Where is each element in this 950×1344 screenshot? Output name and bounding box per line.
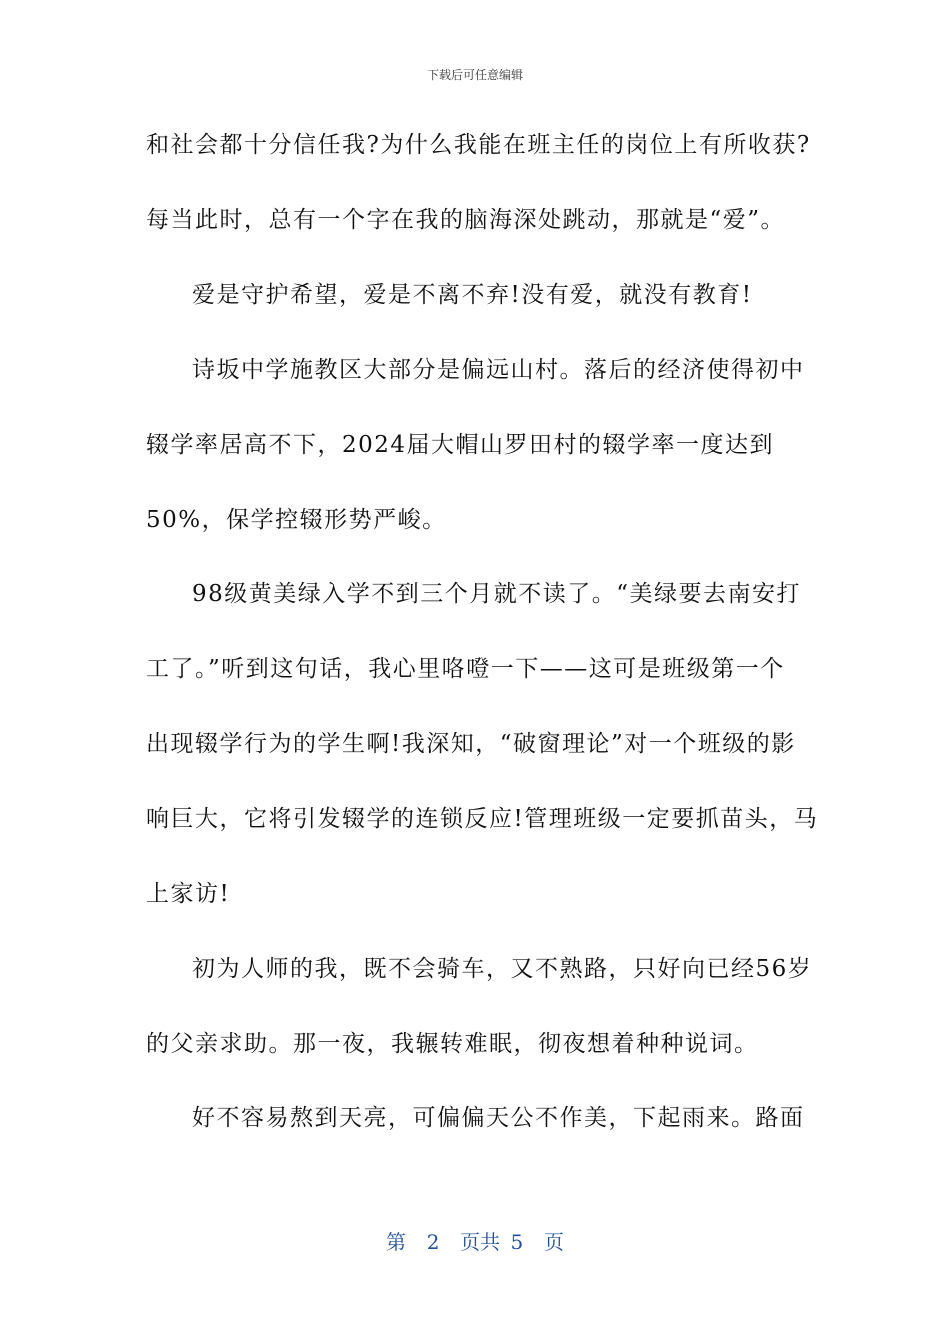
text-line: 诗坂中学施教区大部分是偏远山村。落后的经济使得初中: [192, 357, 805, 383]
text-line: 初为人师的我，既不会骑车，又不熟路，只好向已经56岁: [192, 956, 813, 982]
text-line: 好不容易熬到天亮，可偏偏天公不作美，下起雨来。路面: [192, 1105, 805, 1131]
page-number-label: 第 2 页共 5 页: [386, 1230, 564, 1254]
text-line: 出现辍学行为的学生啊!我深知，“破窗理论”对一个班级的影: [146, 731, 796, 757]
text-line: 的父亲求助。那一夜，我辗转难眠，彻夜想着种种说词。: [146, 1031, 759, 1057]
text-line: 爱是守护希望，爱是不离不弃!没有爱，就没有教育!: [192, 282, 753, 308]
text-line: 辍学率居高不下，2024届大帽山罗田村的辍学率一度达到: [146, 432, 775, 458]
text-line: 98级黄美绿入学不到三个月就不读了。“美绿要去南安打: [192, 581, 802, 607]
header-note: 下载后可任意编辑: [426, 68, 523, 82]
text-line: 上家访!: [146, 881, 231, 907]
text-line: 工了。”听到这句话，我心里咯噔一下——这可是班级第一个: [146, 656, 785, 682]
text-line: 每当此时，总有一个字在我的脑海深处跳动，那就是“爱”。: [146, 207, 786, 233]
text-line: 50%，保学控辍形势严峻。: [146, 507, 447, 533]
text-line: 响巨大，它将引发辍学的连锁反应!管理班级一定要抓苗头，马: [146, 806, 819, 832]
text-line: 和社会都十分信任我?为什么我能在班主任的岗位上有所收获?: [146, 132, 811, 158]
page-number-footer: [0, 1226, 950, 1255]
